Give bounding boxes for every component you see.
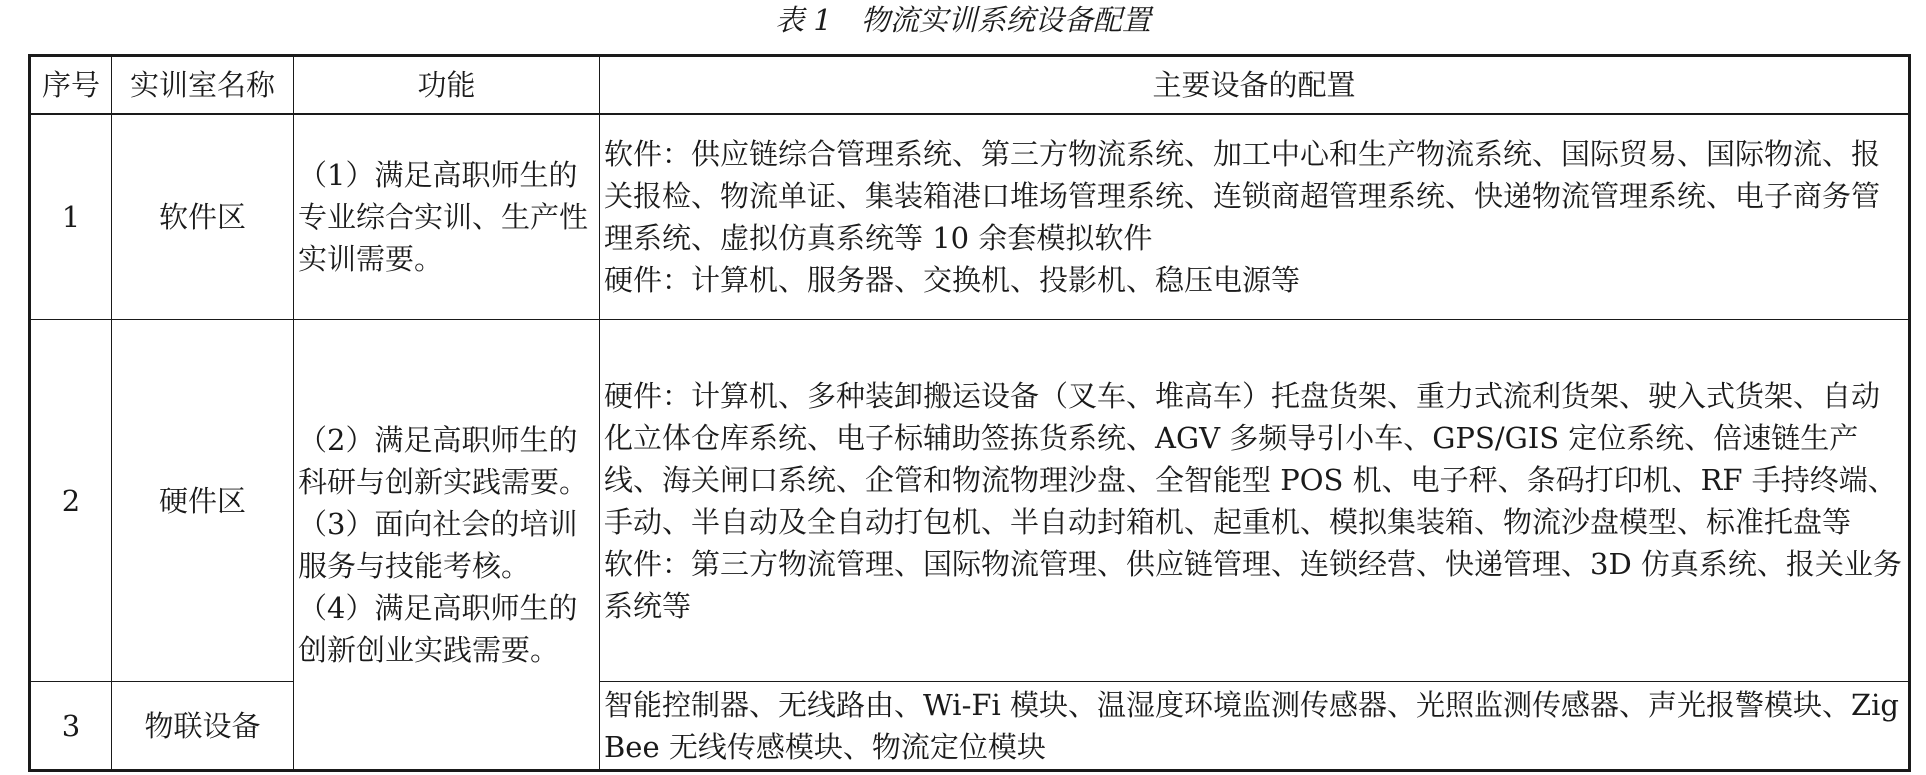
function-item-4: （4）满足高职师生的创新创业实践需要。 <box>298 590 578 667</box>
equipment-table <box>28 54 1911 772</box>
function-item-1: （1）满足高职师生的专业综合实训、生产性实训需要。 <box>298 157 589 276</box>
table-row <box>30 114 1910 320</box>
row-3-room: 物联设备 <box>112 682 294 771</box>
row-1-no: 1 <box>30 114 112 320</box>
function-cell-1 <box>294 114 600 320</box>
function-item-2: （2）满足高职师生的科研与创新实践需要。 <box>298 422 589 499</box>
header-config: 主要设备的配置 <box>600 56 1910 114</box>
row-2-config-software: 软件：第三方物流管理、国际物流管理、供应链管理、连锁经营、快递管理、3D 仿真系统、报关业务系统等 <box>604 546 1902 623</box>
function-item-3: （3）面向社会的培训服务与技能考核。 <box>298 506 578 583</box>
row-2-config <box>600 320 1910 682</box>
function-cell-2 <box>294 320 600 771</box>
row-1-room: 软件区 <box>112 114 294 320</box>
row-1-config-hardware: 硬件：计算机、服务器、交换机、投影机、稳压电源等 <box>604 262 1301 297</box>
row-3-no: 3 <box>30 682 112 771</box>
header-room: 实训室名称 <box>112 56 294 114</box>
row-2-no: 2 <box>30 320 112 682</box>
table-caption: 表 1 物流实训系统设备配置 <box>775 3 1151 37</box>
header-function: 功能 <box>294 56 600 114</box>
row-2-config-hardware: 硬件：计算机、多种装卸搬运设备（叉车、堆高车）托盘货架、重力式流利货架、驶入式货架、自动化立体仓库系统、电子标辅助签拣货系统、AGV 多频导引小车、GPS/GIS 定位系统、倍速链生产线、海关闸口系统、企管和物流物理沙盘、全智能型 POS 机、电子秤、条码打印机、RF 手持终端、手动、半自动及全自动打包机、半自动封箱机、起重机、模拟集装箱、物流沙盘模型、标准托盘等 <box>604 378 1897 539</box>
row-1-config-software: 软件：供应链综合管理系统、第三方物流系统、加工中心和生产物流系统、国际贸易、国际物流、报关报检、物流单证、集装箱港口堆场管理系统、连锁商超管理系统、快递物流管理系统、电子商务管理系统、虚拟仿真系统等 10 余套模拟软件 <box>604 136 1881 255</box>
row-3-config-iot: 智能控制器、无线路由、Wi-Fi 模块、温湿度环境监测传感器、光照监测传感器、声光报警模块、ZigBee 无线传感模块、物流定位模块 <box>604 687 1899 764</box>
row-2-room: 硬件区 <box>112 320 294 682</box>
table-row <box>30 320 1910 682</box>
header-no: 序号 <box>30 56 112 114</box>
row-1-config <box>600 114 1910 320</box>
row-3-config <box>600 682 1910 771</box>
